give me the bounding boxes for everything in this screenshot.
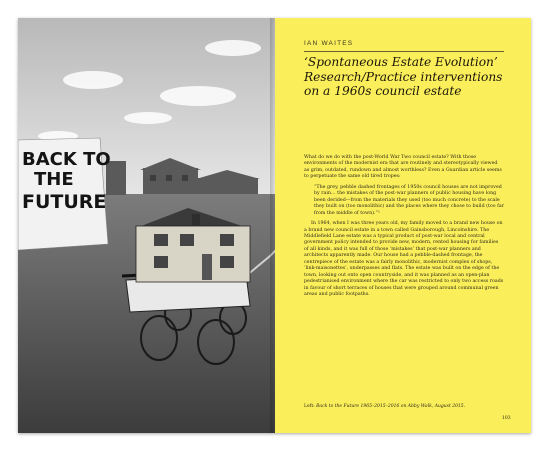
caption-text: Back to the Future 1965–2015–2016 on Abby Walk, August 2015. [316, 404, 466, 409]
back-to-the-future-sign [18, 138, 111, 250]
block-quote: “The grey, pebble dashed frontages of 1950s council houses are not improved by rain… the mistakes of the post-war planners of public housing have long been derided—from the materials they used (too much concrete) to the scale they built on (too monolithic) and the places where they chose to build (too far from the middle of town).”¹ [314, 184, 504, 216]
caption-label: Left: [304, 404, 315, 409]
page-number: 103 [502, 416, 511, 421]
estate-photograph [18, 18, 275, 433]
title-line-1: ‘Spontaneous Estate Evolution’ [304, 55, 498, 69]
sign-text-line-2: THE [34, 169, 74, 190]
photo-caption [304, 404, 465, 409]
sign-text-line-1: BACK TO [22, 149, 111, 170]
body-paragraph: In 1964, when I was three years old, my family moved to a brand new house on a brand new council estate in a town called Gainsborough, Lincolnshire. The Middlefield Lane estate was a typical product of post-war local and central government policy intended to provide new, modern, rented housing for families of all kinds, and it was full of those ‘mistakes’ that post-war planners and architects apparently made. Our house had a pebble-dashed frontage, the centrepiece of the estate was a fairly monolithic, modernist complex of shops, ‘link-maisonettes’, underpasses and flats. The estate was built on the edge of the town, looking out onto open countryside, and it was planned as an open-plan pedestrianised environment where the car was restricted to only two access roads in favour of short terraces of houses that were grouped around communal green areas and public footpaths. [304, 221, 504, 298]
title-line-3: on a 1960s council estate [304, 84, 462, 99]
sign-text-line-3: FUTURE [22, 191, 107, 213]
intro-paragraph: What do we do with the post-World War Two council estate? With those environments of the modernist era that are routinely and stereotypically viewed as grim, outdated, rundown and almost worthless? Even a Guardian article seems to perpetuate the same old tired tropes: [304, 155, 502, 180]
header-rule [304, 51, 504, 52]
title-line-2: Research/Practice interventions [304, 69, 503, 84]
book-spread [18, 18, 531, 433]
left-page-photo [18, 18, 275, 433]
article-body [304, 155, 504, 299]
article-title [304, 55, 509, 99]
author-name: IAN WAITES [304, 40, 354, 47]
right-page [275, 18, 531, 433]
